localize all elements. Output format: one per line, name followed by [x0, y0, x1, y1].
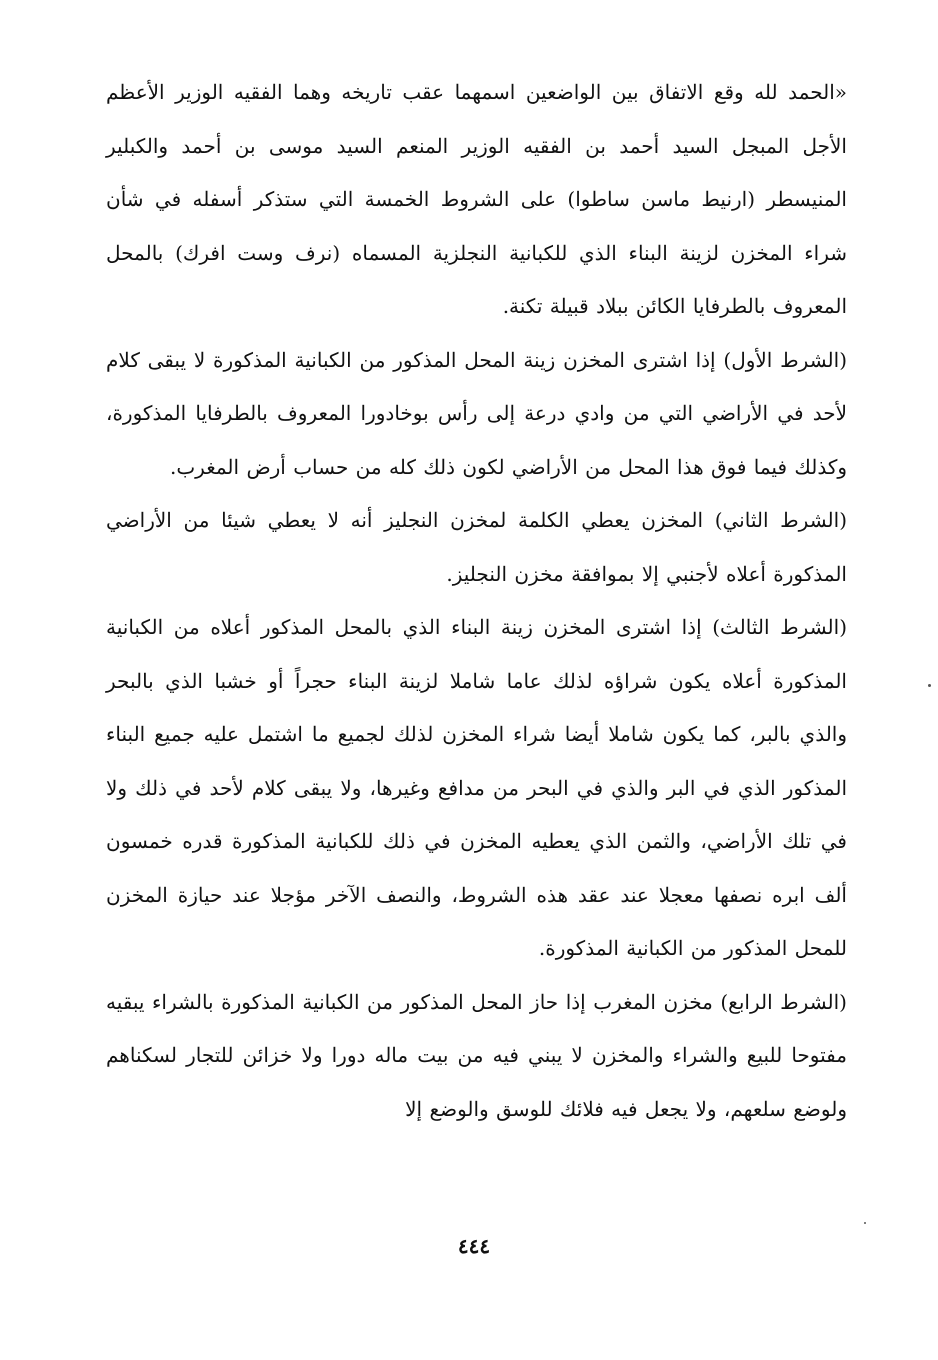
- page-number: ٤٤٤: [457, 1234, 491, 1258]
- paragraph-condition-2: (الشرط الثاني) المخزن يعطي الكلمة لمخزن النجليز أنه لا يعطي شيئا من الأراضي المذكورة أعلاه لأجنبي إلا بموافقة مخزن النجليز.: [106, 508, 847, 586]
- paragraph-condition-1: (الشرط الأول) إذا اشترى المخزن زينة المحل المذكور من الكبانية المذكورة لا يبقى كلام لأحد في الأراضي التي من وادي درعة إلى رأس بوخادورا المعروف بالطرفايا المذكورة، وكذلك فيما فوق هذا المحل من الأراضي لكون ذلك كله من حساب أرض المغرب.: [106, 347, 847, 479]
- paragraph-condition-3: (الشرط الثالث) إذا اشترى المخزن زينة البناء الذي بالمحل المذكور أعلاه من الكبانية المذكورة أعلاه يكون شراؤه لذلك عاما شاملا لزينة البناء حجراً أو خشبا الذي بالبحر والذي بالبر، كما يكون شاملا أيضا شراء المخزن لذلك لجميع ما اشتمل عليه جميع البناء المذكور الذي في البر والذي في البحر من مدافع وغيرها، ولا يبقى كلام لأحد في ذلك ولا في تلك الأراضي، والثمن الذي يعطيه المخزن في ذلك للكبانية المذكورة قدره خمسون ألف ابره نصفها معجلا عند عقد هذه الشروط، والنصف الآخر مؤجلا عند حيازة المخزن للمحل المذكور من الكبانية المذكورة.: [106, 615, 847, 960]
- paragraph-condition-4: (الشرط الرابع) مخزن المغرب إذا حاز المحل المذكور من الكبانية المذكورة بالشراء يبقيه مفتوحا للبيع والشراء والمخزن لا يبني فيه من بيت ماله دورا ولا خزائن للتجار لسكناهم ولوضع سلعهم، ولا يجعل فيه فلائك للوسق والوضع إلا: [106, 989, 847, 1121]
- scan-speck: [928, 684, 931, 687]
- scan-speck: [864, 1222, 866, 1224]
- paragraph-preamble: «الحمد لله وقع الاتفاق بين الواضعين اسمهما عقب تاريخه وهما الفقيه الوزير الأعظم الأجل المبجل السيد أحمد بن الفقيه الوزير المنعم السيد موسى بن أحمد والكبلير المنيسطر (ارنيط ماسن ساطوا) على الشروط الخمسة التي ستذكر أسفله في شأن شراء المخزن لزينة البناء الذي للكبانية النجلزية المسماه (نرف وست افرك) بالمحل المعروف بالطرفايا الكائن ببلاد قبيلة تكنة.: [106, 80, 848, 318]
- document-body: [106, 66, 847, 1136]
